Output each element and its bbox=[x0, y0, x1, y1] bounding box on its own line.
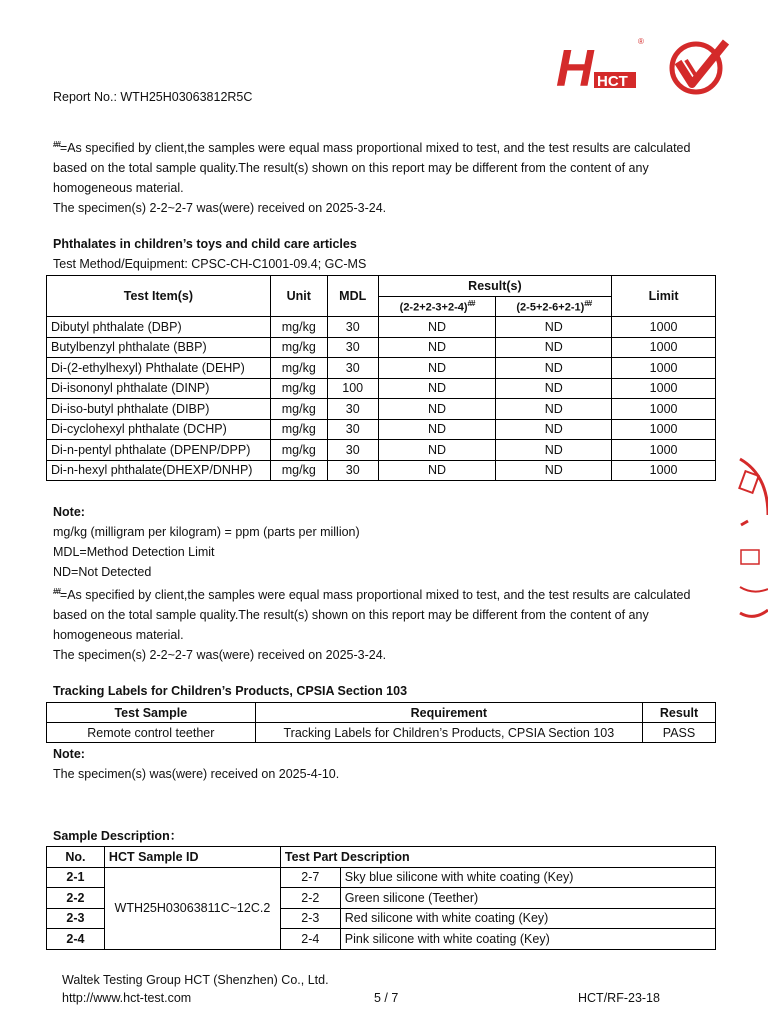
result-2-cell: ND bbox=[496, 419, 612, 440]
test-item-cell: Di-cyclohexyl phthalate (DCHP) bbox=[47, 419, 271, 440]
mdl-cell: 30 bbox=[327, 317, 378, 338]
partial-stamp-seal bbox=[738, 455, 768, 620]
result-1-cell: ND bbox=[378, 358, 496, 379]
table-row bbox=[47, 317, 716, 338]
unit-cell: mg/kg bbox=[270, 399, 327, 420]
part-description-cell: Sky blue silicone with white coating (Key) bbox=[340, 867, 715, 888]
result-2-cell: ND bbox=[496, 440, 612, 461]
report-number: Report No.: WTH25H03063812R5C bbox=[53, 90, 253, 104]
result-2-cell: ND bbox=[496, 460, 612, 481]
phthalates-table bbox=[46, 275, 716, 481]
header-no: No. bbox=[47, 847, 105, 868]
part-no-cell: 2-2 bbox=[280, 888, 340, 909]
limit-cell: 1000 bbox=[612, 378, 716, 399]
unit-cell: mg/kg bbox=[270, 358, 327, 379]
header-test-item: Test Item(s) bbox=[47, 276, 271, 317]
table-row bbox=[47, 419, 716, 440]
tracking-sample: Remote control teether bbox=[47, 723, 256, 743]
table-row bbox=[47, 358, 716, 379]
result-1-cell: ND bbox=[378, 440, 496, 461]
result-1-cell: ND bbox=[378, 378, 496, 399]
limit-cell: 1000 bbox=[612, 399, 716, 420]
tracking-title: Tracking Labels for Children’s Products, CPSIA Section 103 bbox=[53, 684, 408, 698]
part-no-cell: 2-4 bbox=[280, 929, 340, 950]
mdl-cell: 30 bbox=[327, 399, 378, 420]
header-mdl: MDL bbox=[327, 276, 378, 317]
part-no-cell: 2-7 bbox=[280, 867, 340, 888]
table-row bbox=[47, 723, 716, 743]
part-description-cell: Red silicone with white coating (Key) bbox=[340, 908, 715, 929]
test-item-cell: Di-(2-ethylhexyl) Phthalate (DEHP) bbox=[47, 358, 271, 379]
sample-id-cell: WTH25H03063811C~12C.2 bbox=[104, 867, 280, 949]
header-result: Result bbox=[643, 703, 716, 723]
limit-cell: 1000 bbox=[612, 460, 716, 481]
test-item-cell: Dibutyl phthalate (DBP) bbox=[47, 317, 271, 338]
result-1-cell: ND bbox=[378, 399, 496, 420]
unit-cell: mg/kg bbox=[270, 440, 327, 461]
hct-wordmark bbox=[556, 37, 644, 98]
header-requirement: Requirement bbox=[255, 703, 642, 723]
header-sample-id: HCT Sample ID bbox=[104, 847, 280, 868]
page-number: 5 / 7 bbox=[374, 991, 399, 1005]
hct-logo bbox=[556, 34, 734, 100]
header-sample-2: (2-5+2-6+2-1)## bbox=[496, 296, 612, 317]
footer-company: Waltek Testing Group HCT (Shenzhen) Co., Ltd. bbox=[62, 973, 329, 987]
mdl-cell: 30 bbox=[327, 337, 378, 358]
sample-no-cell: 2-3 bbox=[47, 908, 105, 929]
limit-cell: 1000 bbox=[612, 358, 716, 379]
result-2-cell: ND bbox=[496, 399, 612, 420]
note-section: Note: mg/kg (milligram per kilogram) = ppm (parts per million) MDL=Method Detection Limit ND=Not Detected ##=As specified by client,the samples were equal mass proportional mixed to test, and the test results are calculated based on the total sample quality.The result(s) shown on this report may be different from the content of any homogeneous material. The specimen(s) 2-2~2-7 was(were) received on 2025-3-24. bbox=[53, 505, 691, 663]
result-1-cell: ND bbox=[378, 419, 496, 440]
svg-text:HCT: HCT bbox=[597, 73, 628, 90]
table-row bbox=[47, 867, 716, 888]
sample-no-cell: 2-4 bbox=[47, 929, 105, 950]
table-row bbox=[47, 460, 716, 481]
tracking-requirement: Tracking Labels for Children’s Products, CPSIA Section 103 bbox=[255, 723, 642, 743]
test-item-cell: Butylbenzyl phthalate (BBP) bbox=[47, 337, 271, 358]
footer-url[interactable]: http://www.hct-test.com bbox=[62, 991, 192, 1005]
result-2-cell: ND bbox=[496, 317, 612, 338]
result-1-cell: ND bbox=[378, 337, 496, 358]
header-sample-1: (2-2+2-3+2-4)## bbox=[378, 296, 496, 317]
unit-cell: mg/kg bbox=[270, 317, 327, 338]
mdl-cell: 30 bbox=[327, 440, 378, 461]
tracking-table bbox=[46, 702, 716, 743]
mdl-cell: 30 bbox=[327, 460, 378, 481]
sample-description-title: Sample Description： bbox=[53, 829, 183, 843]
header-limit: Limit bbox=[612, 276, 716, 317]
mdl-cell: 30 bbox=[327, 358, 378, 379]
limit-cell: 1000 bbox=[612, 337, 716, 358]
part-description-cell: Pink silicone with white coating (Key) bbox=[340, 929, 715, 950]
header-results: Result(s) bbox=[378, 276, 611, 297]
table-row bbox=[47, 399, 716, 420]
phthalates-title: Phthalates in children’s toys and child care articles bbox=[53, 237, 357, 251]
limit-cell: 1000 bbox=[612, 440, 716, 461]
unit-cell: mg/kg bbox=[270, 419, 327, 440]
mdl-cell: 100 bbox=[327, 378, 378, 399]
phthalates-method: Test Method/Equipment: CPSC-CH-C1001-09.4; GC-MS bbox=[53, 257, 367, 271]
unit-cell: mg/kg bbox=[270, 460, 327, 481]
test-item-cell: Di-n-pentyl phthalate (DPENP/DPP) bbox=[47, 440, 271, 461]
part-description-cell: Green silicone (Teether) bbox=[340, 888, 715, 909]
result-2-cell: ND bbox=[496, 358, 612, 379]
table-row bbox=[47, 378, 716, 399]
tracking-note: The specimen(s) was(were) received on 2025-4-10. bbox=[53, 767, 340, 781]
test-item-cell: Di-n-hexyl phthalate(DHEXP/DNHP) bbox=[47, 460, 271, 481]
unit-cell: mg/kg bbox=[270, 378, 327, 399]
header-part-description: Test Part Description bbox=[280, 847, 715, 868]
limit-cell: 1000 bbox=[612, 419, 716, 440]
svg-text:®: ® bbox=[638, 37, 644, 46]
result-2-cell: ND bbox=[496, 337, 612, 358]
limit-cell: 1000 bbox=[612, 317, 716, 338]
sample-description-table bbox=[46, 846, 716, 950]
result-1-cell: ND bbox=[378, 317, 496, 338]
intro-paragraph: ##=As specified by client,the samples were equal mass proportional mixed to test, and the test results are calculated based on the total sample quality.The result(s) shown on this report may be different from the content of any homogeneous material. The specimen(s) 2-2~2-7 was(were) received on 2025-3-24. bbox=[53, 140, 691, 216]
table-row bbox=[47, 440, 716, 461]
table-row bbox=[47, 337, 716, 358]
check-seal-icon bbox=[672, 42, 726, 92]
tracking-result: PASS bbox=[643, 723, 716, 743]
unit-cell: mg/kg bbox=[270, 337, 327, 358]
form-number: HCT/RF-23-18 bbox=[578, 991, 660, 1005]
test-item-cell: Di-iso-butyl phthalate (DIBP) bbox=[47, 399, 271, 420]
result-1-cell: ND bbox=[378, 460, 496, 481]
svg-text:H: H bbox=[556, 40, 594, 98]
part-no-cell: 2-3 bbox=[280, 908, 340, 929]
test-item-cell: Di-isononyl phthalate (DINP) bbox=[47, 378, 271, 399]
header-unit: Unit bbox=[270, 276, 327, 317]
mdl-cell: 30 bbox=[327, 419, 378, 440]
sample-no-cell: 2-1 bbox=[47, 867, 105, 888]
result-2-cell: ND bbox=[496, 378, 612, 399]
header-test-sample: Test Sample bbox=[47, 703, 256, 723]
tracking-note-title: Note: bbox=[53, 747, 85, 761]
sample-no-cell: 2-2 bbox=[47, 888, 105, 909]
